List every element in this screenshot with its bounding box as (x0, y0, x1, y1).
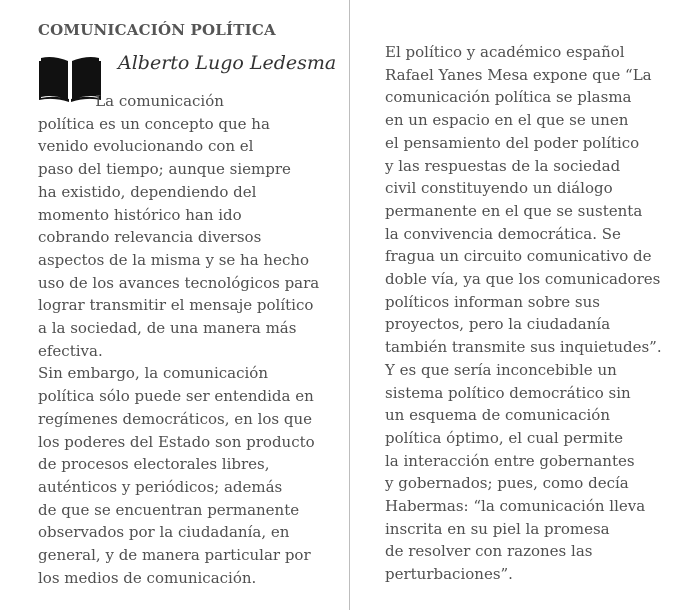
text-line: sistema político democrático sin (385, 383, 631, 402)
text-line: uso de los avances tecnológicos para (38, 273, 320, 292)
text-line: cobrando relevancia diversos (38, 228, 262, 247)
text-line: los poderes del Estado son producto (38, 432, 315, 451)
text-line: y las respuestas de la sociedad (385, 156, 621, 175)
text-line: la convivencia democrática. Se (385, 224, 621, 243)
text-line: un esquema de comunicación (385, 406, 610, 425)
text-line: aspectos de la misma y se ha hecho (38, 250, 310, 269)
text-line: civil constituyendo un diálogo (385, 179, 613, 198)
text-line: lograr transmitir el mensaje político (38, 296, 314, 315)
text-line: el pensamiento del poder político (385, 133, 640, 152)
text-line: de resolver con razones las (385, 542, 593, 561)
article-column-right (385, 41, 685, 586)
text-line: Rafael Yanes Mesa expone que “La (385, 65, 652, 84)
section-title: COMUNICACIÓN POLÍTICA (38, 21, 276, 39)
text-line: política sólo puede ser entendida en (38, 387, 314, 406)
text-line: Y es que sería inconcebible un (385, 360, 617, 379)
text-line: momento histórico han ido (38, 205, 242, 224)
text-line: La comunicación (38, 92, 224, 110)
text-line: a la sociedad, de una manera más (38, 319, 297, 338)
text-line: política óptimo, el cual permite (385, 428, 624, 447)
text-line: El político y académico español (385, 43, 625, 61)
text-line: y gobernados; pues, como decía (385, 474, 629, 493)
author-name: Alberto Lugo Ledesma (118, 52, 337, 74)
text-line: política es un concepto que ha (38, 114, 270, 133)
text-line: también transmite sus inquietudes”. (385, 338, 662, 357)
text-line: proyectos, pero la ciudadanía (385, 315, 611, 334)
text-line: observados por la ciudadanía, en (38, 523, 290, 542)
text-line: regímenes democráticos, en los que (38, 409, 313, 428)
text-line: venido evolucionando con el (38, 137, 254, 156)
text-line: permanente en el que se sustenta (385, 201, 643, 220)
text-line: perturbaciones”. (385, 565, 513, 584)
text-line: Habermas: “la comunicación lleva (385, 497, 646, 516)
text-line: paso del tiempo; aunque siempre (38, 160, 291, 179)
text-line: comunicación política se plasma (385, 88, 632, 107)
text-line: de procesos electorales libres, (38, 455, 270, 474)
text-line: auténticos y periódicos; además (38, 477, 283, 496)
text-line: la interacción entre gobernantes (385, 451, 635, 470)
text-line: efectiva. (38, 341, 103, 360)
text-line: Sin embargo, la comunicación (38, 364, 269, 383)
text-line: políticos informan sobre sus (385, 292, 600, 311)
text-line: general, y de manera particular por (38, 546, 311, 565)
column-divider (349, 0, 350, 610)
text-line: inscrita en su piel la promesa (385, 519, 610, 538)
text-line: en un espacio en el que se unen (385, 111, 629, 130)
text-line: de que se encuentran permanente (38, 500, 300, 519)
text-line: ha existido, dependiendo del (38, 182, 257, 201)
text-line: fragua un circuito comunicativo de (385, 247, 652, 266)
article-column-left (38, 90, 338, 589)
text-line: los medios de comunicación. (38, 568, 257, 587)
text-line: doble vía, ya que los comunicadores (385, 270, 661, 289)
